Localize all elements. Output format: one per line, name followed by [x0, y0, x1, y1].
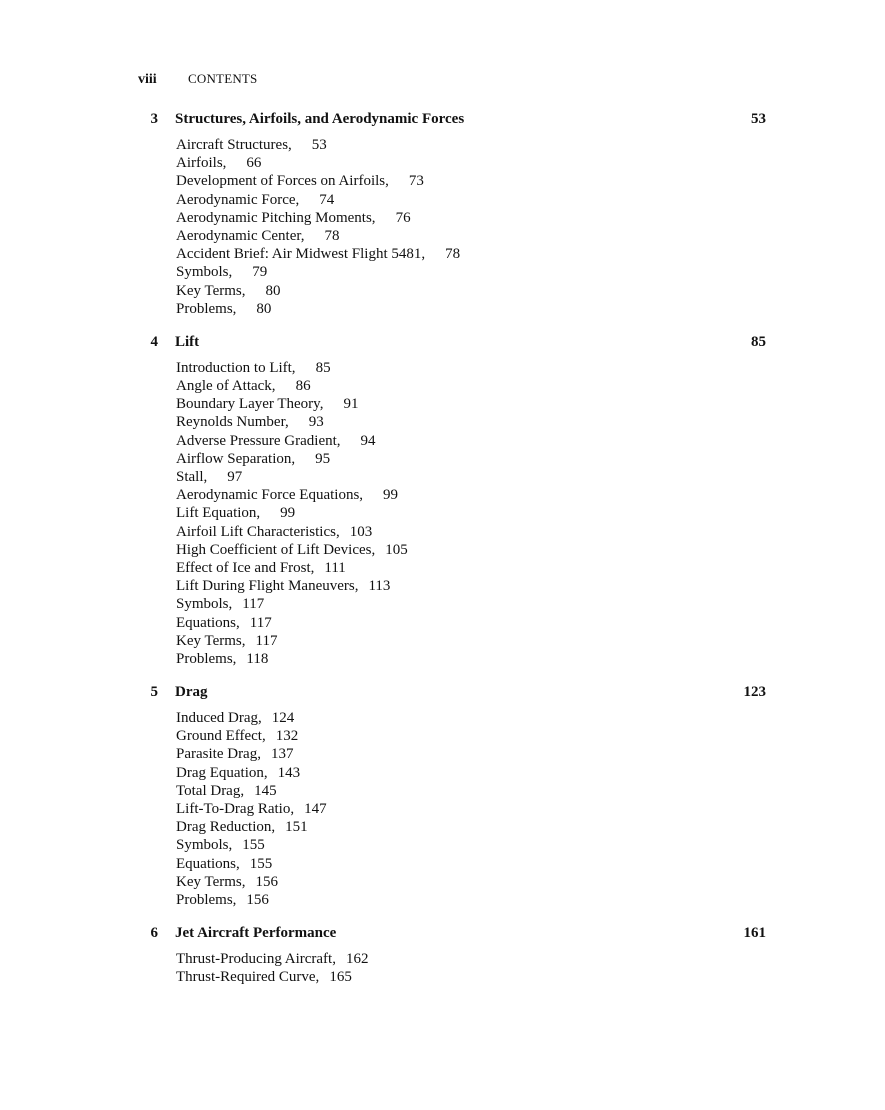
entry-title: Lift Equation,	[176, 505, 261, 522]
entry-page-number: 80	[256, 300, 272, 317]
entry-title: Boundary Layer Theory,	[176, 396, 324, 413]
entry-page-number: 117	[255, 632, 278, 649]
running-head	[138, 71, 258, 88]
entry-page-number: 118	[246, 650, 269, 667]
entry-page-number: 103	[349, 523, 373, 540]
toc-entry	[176, 818, 766, 836]
entry-page-number: 95	[315, 450, 331, 467]
toc-entry	[176, 395, 766, 413]
entry-title: Accident Brief: Air Midwest Flight 5481,	[176, 246, 426, 263]
chapter-5	[138, 681, 766, 909]
entry-page-number: 94	[360, 432, 376, 449]
entry-title: Symbols,	[176, 596, 233, 613]
entry-title: Development of Forces on Airfoils,	[176, 173, 389, 190]
entry-page-number: 151	[285, 819, 308, 836]
entry-title: Stall,	[176, 469, 208, 485]
section-list	[176, 136, 766, 318]
toc-entry	[176, 836, 766, 854]
section-list	[176, 950, 766, 986]
chapter-page-number: 123	[743, 684, 766, 701]
entry-title: Symbols,	[176, 264, 233, 281]
toc-entry	[176, 595, 766, 613]
entry-title: Key Terms,	[176, 282, 246, 299]
toc-entry	[176, 632, 766, 650]
entry-page-number: 85	[315, 359, 331, 376]
toc-entry	[176, 650, 766, 668]
chapter-4	[138, 331, 766, 668]
entry-page-number: 74	[319, 191, 335, 208]
entry-title: Reynolds Number,	[176, 414, 289, 431]
entry-page-number: 162	[345, 951, 369, 968]
toc-entry	[176, 873, 766, 891]
toc-entry	[176, 709, 766, 727]
entry-title: Problems,	[176, 891, 237, 908]
toc-entry	[176, 727, 766, 745]
entry-page-number: 76	[395, 209, 411, 226]
entry-page-number: 147	[304, 801, 327, 817]
entry-title: Aerodynamic Force Equations,	[176, 487, 364, 504]
chapter-heading	[138, 331, 766, 353]
toc-entry	[176, 172, 766, 190]
toc-entry	[176, 523, 766, 541]
entry-page-number: 117	[249, 614, 272, 631]
entry-page-number: 99	[383, 487, 399, 504]
entry-page-number: 86	[295, 378, 311, 395]
entry-title: Effect of Ice and Frost,	[176, 559, 315, 576]
entry-page-number: 73	[408, 173, 424, 190]
entry-title: Ground Effect,	[176, 728, 266, 745]
toc-entry	[176, 950, 766, 968]
entry-title: Total Drag,	[176, 782, 245, 799]
chapter-number: 6	[150, 925, 158, 942]
chapter-title: Jet Aircraft Performance	[175, 925, 337, 942]
toc-entry	[176, 968, 766, 986]
toc-entry	[176, 577, 766, 595]
entry-title: Drag Reduction,	[176, 819, 276, 836]
entry-page-number: 132	[275, 728, 299, 745]
entry-page-number: 78	[445, 246, 461, 263]
entry-title: Induced Drag,	[176, 710, 262, 727]
entry-page-number: 143	[277, 764, 301, 781]
entry-title: Adverse Pressure Gradient,	[176, 432, 341, 449]
toc-entry	[176, 413, 766, 431]
toc-entry	[176, 300, 766, 318]
entry-title: Drag Equation,	[176, 764, 268, 781]
entry-title: Key Terms,	[176, 873, 246, 890]
entry-page-number: 93	[308, 414, 324, 431]
chapter-heading	[138, 922, 766, 944]
toc-entry	[176, 855, 766, 873]
toc-entry	[176, 559, 766, 577]
entry-title: Airflow Separation,	[176, 450, 296, 467]
chapter-number: 3	[150, 111, 158, 127]
chapter-number: 4	[150, 333, 158, 350]
toc-entry	[176, 504, 766, 522]
toc-entry	[176, 782, 766, 800]
toc-entry	[176, 263, 766, 281]
entry-title: Key Terms,	[176, 632, 246, 649]
entry-page-number: 165	[329, 969, 352, 986]
chapter-3	[138, 108, 766, 318]
entry-title: Problems,	[176, 650, 237, 667]
entry-page-number: 111	[324, 559, 346, 576]
entry-title: Equations,	[176, 614, 240, 631]
toc-entry	[176, 245, 766, 263]
toc-entry	[176, 450, 766, 468]
page-folio: viii	[138, 72, 157, 87]
toc-entry	[176, 136, 766, 154]
entry-title: High Coefficient of Lift Devices,	[176, 541, 376, 558]
chapter-title: Drag	[175, 684, 208, 701]
entry-title: Aircraft Structures,	[176, 137, 292, 153]
entry-title: Aerodynamic Force,	[176, 191, 300, 208]
chapter-title: Lift	[175, 333, 200, 350]
entry-page-number: 155	[242, 837, 265, 854]
toc-entry	[176, 191, 766, 209]
entry-title: Aerodynamic Pitching Moments,	[176, 209, 376, 226]
entry-page-number: 105	[385, 541, 408, 558]
entry-title: Angle of Attack,	[176, 378, 276, 395]
entry-page-number: 156	[255, 873, 278, 890]
chapter-page-number: 53	[751, 111, 766, 127]
table-of-contents	[138, 108, 766, 987]
entry-title: Aerodynamic Center,	[176, 227, 305, 244]
toc-entry	[176, 800, 766, 818]
toc-entry	[176, 154, 766, 172]
chapter-title: Structures, Airfoils, and Aerodynamic Forces	[175, 111, 465, 127]
chapter-page-number: 161	[743, 925, 766, 942]
chapter-heading	[138, 681, 766, 703]
entry-page-number: 117	[242, 596, 265, 613]
chapter-heading	[138, 108, 766, 130]
entry-title: Airfoil Lift Characteristics,	[176, 523, 340, 540]
entry-title: Lift-To-Drag Ratio,	[176, 801, 295, 817]
entry-title: Parasite Drag,	[176, 746, 261, 763]
entry-title: Introduction to Lift,	[176, 359, 296, 376]
toc-entry	[176, 764, 766, 782]
entry-title: Thrust-Producing Aircraft,	[176, 951, 336, 968]
toc-entry	[176, 359, 766, 377]
entry-page-number: 145	[254, 782, 277, 799]
entry-page-number: 156	[246, 891, 269, 908]
entry-title: Symbols,	[176, 837, 233, 854]
entry-page-number: 99	[280, 505, 296, 522]
entry-page-number: 155	[249, 855, 273, 872]
entry-title: Problems,	[176, 300, 237, 317]
entry-title: Airfoils,	[176, 155, 227, 172]
toc-entry	[176, 209, 766, 227]
toc-entry	[176, 468, 766, 486]
toc-entry	[176, 377, 766, 395]
toc-entry	[176, 541, 766, 559]
chapter-page-number: 85	[751, 333, 766, 350]
entry-page-number: 91	[343, 396, 359, 413]
entry-page-number: 137	[270, 746, 294, 763]
entry-page-number: 53	[311, 137, 327, 153]
entry-page-number: 78	[324, 227, 340, 244]
entry-page-number: 66	[246, 155, 262, 172]
section-list	[176, 359, 766, 668]
entry-title: Thrust-Required Curve,	[176, 969, 320, 986]
entry-page-number: 79	[252, 264, 268, 281]
chapter-6	[138, 922, 766, 986]
toc-entry	[176, 891, 766, 909]
running-head-title: CONTENTS	[188, 71, 258, 86]
toc-entry	[176, 745, 766, 763]
toc-entry	[176, 282, 766, 300]
entry-page-number: 124	[271, 710, 295, 727]
entry-page-number: 80	[265, 282, 281, 299]
entry-page-number: 113	[368, 578, 391, 595]
toc-entry	[176, 432, 766, 450]
toc-entry	[176, 227, 766, 245]
entry-title: Lift During Flight Maneuvers,	[176, 578, 359, 595]
section-list	[176, 709, 766, 909]
chapter-number: 5	[150, 684, 158, 701]
toc-entry	[176, 614, 766, 632]
entry-title: Equations,	[176, 855, 240, 872]
entry-page-number: 97	[227, 469, 243, 485]
toc-entry	[176, 486, 766, 504]
